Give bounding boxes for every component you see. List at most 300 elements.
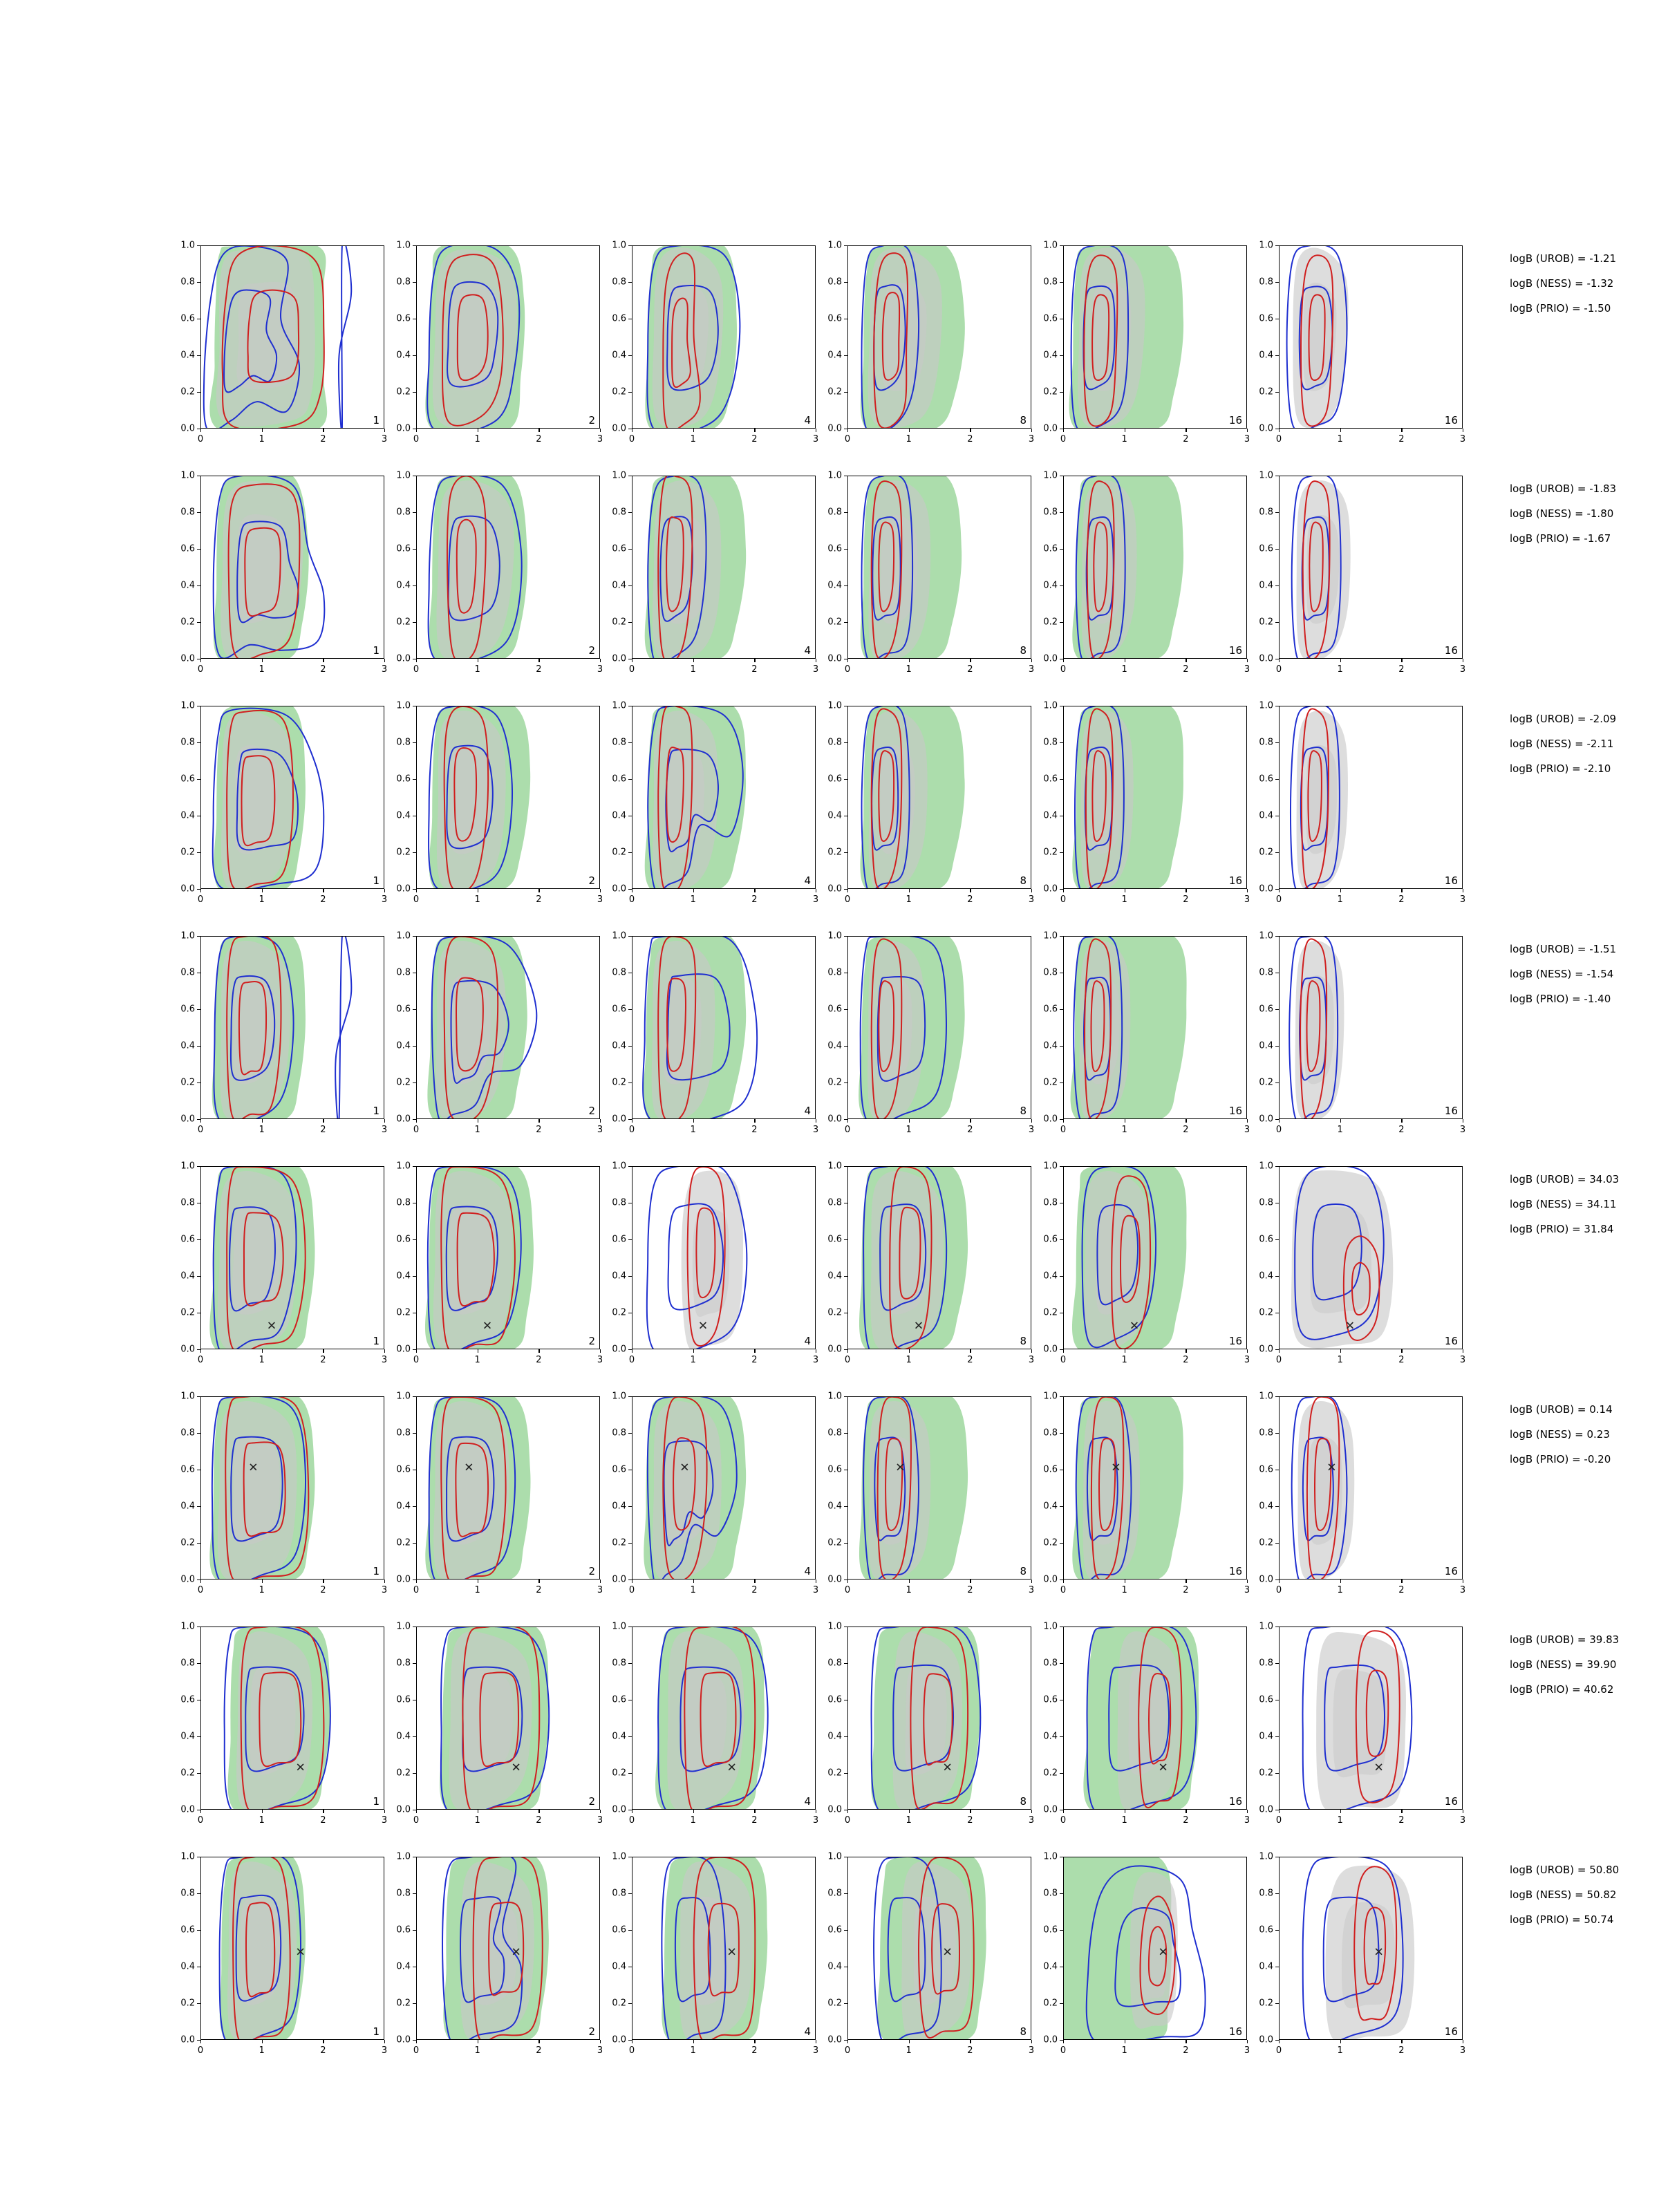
x-tick-label: 2 [967, 1815, 973, 1826]
y-tick-mark [197, 1349, 200, 1350]
x-tick-label: 0 [628, 2045, 635, 2056]
x-tick-label: 0 [197, 1585, 204, 1595]
x-tick-label: 3 [1028, 1355, 1035, 1365]
y-tick-mark [1275, 889, 1279, 890]
plot-axes[interactable] [1063, 1166, 1247, 1349]
panel-cell [396, 470, 603, 686]
x-tick-label: 1 [1121, 1815, 1127, 1826]
panel-cell [1259, 1161, 1466, 1377]
y-tick-label: 0.0 [1043, 1804, 1058, 1815]
plot-axes[interactable] [847, 476, 1031, 659]
panel-corner-label: 8 [1020, 1795, 1027, 1808]
y-tick-mark [197, 585, 200, 586]
plot-axes[interactable] [416, 476, 600, 659]
y-tick-mark [413, 355, 416, 356]
plot-axes[interactable] [1063, 1396, 1247, 1580]
y-tick-mark [1275, 392, 1279, 393]
x-tick-mark [1401, 1119, 1402, 1123]
x-tick-mark [416, 1580, 417, 1583]
panel-corner-label: 1 [373, 1105, 379, 1117]
y-tick-mark [1275, 1893, 1279, 1894]
x-tick-label: 3 [1028, 1585, 1035, 1595]
y-tick-mark [197, 1082, 200, 1083]
x-tick-mark [1279, 2040, 1280, 2043]
logb-annotation-line: logB (UROB) = -1.51 [1510, 943, 1617, 955]
plot-axes[interactable] [200, 1166, 384, 1349]
y-tick-label: 1.0 [1259, 240, 1273, 251]
truth-marker: ✕ [482, 1319, 493, 1333]
y-tick-mark [1060, 1396, 1063, 1397]
x-tick-label: 2 [967, 434, 973, 444]
y-tick-mark [844, 585, 847, 586]
y-tick-label: 0.2 [612, 1768, 626, 1779]
y-tick-mark [1275, 282, 1279, 283]
y-tick-mark [628, 1349, 632, 1350]
y-tick-mark [197, 1239, 200, 1240]
x-tick-mark [909, 1810, 910, 1813]
plot-axes[interactable] [200, 1396, 384, 1580]
x-tick-mark [970, 1119, 971, 1123]
x-tick-label: 3 [1028, 1815, 1035, 1826]
x-tick-label: 1 [259, 664, 265, 675]
panel-cell [180, 1851, 388, 2068]
plot-axes[interactable] [1063, 476, 1247, 659]
y-tick-mark [413, 1773, 416, 1774]
x-tick-label: 3 [1244, 434, 1250, 444]
y-tick-mark [197, 779, 200, 780]
x-tick-mark [847, 2040, 848, 2043]
panel-corner-label: 16 [1444, 1105, 1458, 1117]
plot-axes[interactable] [847, 1857, 1031, 2040]
x-tick-label: 0 [1060, 2045, 1067, 2056]
x-tick-label: 1 [1121, 664, 1127, 675]
y-tick-label: 0.8 [1259, 1658, 1273, 1669]
y-tick-mark [413, 1506, 416, 1507]
x-tick-label: 3 [1459, 434, 1466, 444]
x-tick-label: 0 [844, 1125, 851, 1135]
y-tick-mark [1275, 585, 1279, 586]
y-tick-label: 0.2 [396, 1768, 411, 1779]
y-tick-label: 1.0 [612, 1851, 626, 1862]
logb-annotation-line: logB (PRIO) = 40.62 [1510, 1683, 1614, 1696]
y-tick-mark [1275, 1349, 1279, 1350]
logb-annotation-line: logB (NESS) = -1.54 [1510, 968, 1614, 980]
y-tick-mark [844, 1276, 847, 1277]
y-tick-mark [1060, 1119, 1063, 1120]
panel-corner-label: 2 [588, 1335, 595, 1347]
y-tick-mark [844, 936, 847, 937]
truth-marker: ✕ [727, 1945, 737, 1960]
y-tick-label: 0.2 [827, 1537, 842, 1548]
x-tick-mark [1185, 889, 1186, 892]
y-tick-mark [844, 1349, 847, 1350]
y-tick-label: 1.0 [1043, 930, 1058, 941]
y-tick-label: 0.6 [396, 1004, 411, 1015]
truth-marker: ✕ [1374, 1761, 1384, 1775]
y-tick-mark [628, 1276, 632, 1277]
x-tick-label: 1 [906, 1815, 912, 1826]
plot-axes[interactable] [1279, 245, 1463, 429]
logb-annotation-group [1510, 484, 1616, 559]
truth-marker: ✕ [942, 1945, 953, 1960]
x-tick-mark [262, 1810, 263, 1813]
y-tick-mark [844, 1506, 847, 1507]
x-tick-label: 2 [1398, 1585, 1405, 1595]
panel-cell [827, 1161, 1035, 1377]
x-tick-label: 3 [1028, 894, 1035, 905]
logb-annotation-line: logB (PRIO) = -0.20 [1510, 1453, 1611, 1465]
x-tick-label: 0 [628, 1125, 635, 1135]
plot-axes[interactable] [1063, 706, 1247, 889]
y-tick-mark [1060, 585, 1063, 586]
y-tick-mark [413, 2003, 416, 2004]
x-tick-label: 0 [844, 664, 851, 675]
y-tick-label: 0.4 [1259, 1040, 1273, 1051]
y-tick-label: 0.2 [827, 1307, 842, 1318]
plot-axes[interactable] [847, 706, 1031, 889]
x-tick-mark [538, 1349, 539, 1353]
y-tick-label: 0.8 [612, 737, 626, 748]
panel-cell [396, 1161, 603, 1377]
y-tick-mark [413, 1543, 416, 1544]
y-tick-mark [844, 1119, 847, 1120]
panel-corner-label: 1 [373, 414, 379, 427]
y-tick-label: 0.8 [396, 1658, 411, 1669]
panel-cell [1043, 1621, 1250, 1837]
x-tick-label: 2 [536, 664, 542, 675]
y-tick-label: 1.0 [1259, 1161, 1273, 1172]
x-tick-label: 2 [320, 664, 326, 675]
y-tick-label: 0.6 [1043, 774, 1058, 785]
plot-axes[interactable] [1279, 476, 1463, 659]
y-tick-label: 0.8 [396, 276, 411, 288]
panel-corner-label: 4 [804, 2025, 811, 2038]
plot-axes[interactable] [1279, 706, 1463, 889]
y-tick-mark [1275, 2003, 1279, 2004]
y-tick-label: 1.0 [1043, 1391, 1058, 1402]
y-tick-label: 0.2 [1259, 386, 1273, 397]
x-tick-label: 2 [967, 1585, 973, 1595]
y-tick-mark [197, 1663, 200, 1664]
panel-cell [1043, 1851, 1250, 2068]
x-tick-label: 3 [381, 894, 388, 905]
x-tick-label: 2 [536, 1815, 542, 1826]
panel-corner-label: 8 [1020, 414, 1027, 427]
y-tick-mark [413, 585, 416, 586]
plot-axes[interactable] [416, 706, 600, 889]
truth-marker: ✕ [1327, 1461, 1337, 1475]
y-tick-label: 0.0 [827, 1804, 842, 1815]
x-tick-mark [262, 2040, 263, 2043]
x-tick-label: 2 [320, 1125, 326, 1135]
y-tick-label: 0.4 [1259, 1731, 1273, 1742]
panel-corner-label: 4 [804, 1105, 811, 1117]
x-tick-label: 2 [320, 434, 326, 444]
plot-axes[interactable] [416, 936, 600, 1119]
x-tick-label: 3 [1028, 2045, 1035, 2056]
y-tick-label: 0.0 [612, 1114, 626, 1125]
y-tick-label: 0.8 [1043, 1427, 1058, 1438]
logb-annotation-group [1510, 1405, 1613, 1479]
panel-cell [180, 930, 388, 1147]
logb-annotation-line: logB (UROB) = 50.80 [1510, 1864, 1620, 1876]
plot-axes[interactable] [200, 245, 384, 429]
y-tick-mark [197, 1433, 200, 1434]
y-tick-mark [1060, 852, 1063, 853]
x-tick-mark [200, 889, 201, 892]
x-tick-label: 1 [690, 894, 696, 905]
plot-axes[interactable] [1279, 1166, 1463, 1349]
x-tick-label: 3 [812, 1355, 819, 1365]
y-tick-label: 0.8 [827, 1427, 842, 1438]
y-tick-label: 0.0 [827, 1114, 842, 1125]
x-tick-mark [754, 2040, 755, 2043]
x-tick-label: 0 [1275, 434, 1282, 444]
y-tick-label: 0.6 [180, 313, 195, 324]
y-tick-mark [413, 282, 416, 283]
x-tick-label: 0 [1060, 1585, 1067, 1595]
truth-marker: ✕ [511, 1945, 521, 1960]
y-tick-mark [197, 1506, 200, 1507]
y-tick-mark [844, 742, 847, 743]
plot-axes[interactable] [1063, 936, 1247, 1119]
x-tick-mark [323, 2040, 324, 2043]
x-tick-mark [970, 2040, 971, 2043]
x-tick-mark [970, 1349, 971, 1353]
plot-axes[interactable] [847, 1396, 1031, 1580]
x-tick-label: 0 [197, 1125, 204, 1135]
x-tick-label: 0 [197, 664, 204, 675]
plot-axes[interactable] [847, 1627, 1031, 1810]
y-tick-label: 0.8 [396, 1197, 411, 1208]
x-tick-label: 0 [413, 434, 420, 444]
y-tick-label: 0.6 [827, 543, 842, 554]
plot-axes[interactable] [416, 245, 600, 429]
y-tick-label: 0.4 [396, 1271, 411, 1282]
logb-annotation-line: logB (UROB) = 39.83 [1510, 1633, 1620, 1646]
y-tick-label: 0.2 [1043, 1537, 1058, 1548]
plot-axes[interactable] [632, 1396, 816, 1580]
plot-axes[interactable] [632, 936, 816, 1119]
x-tick-label: 1 [1337, 1585, 1343, 1595]
y-tick-label: 0.2 [827, 1998, 842, 2009]
x-tick-mark [1340, 1349, 1341, 1353]
x-tick-label: 0 [1060, 894, 1067, 905]
x-tick-mark [200, 2040, 201, 2043]
y-tick-mark [1060, 1506, 1063, 1507]
plot-axes[interactable] [416, 1396, 600, 1580]
x-tick-label: 3 [1244, 664, 1250, 675]
y-tick-label: 0.8 [1043, 1658, 1058, 1669]
y-tick-mark [628, 1506, 632, 1507]
panel-corner-label: 4 [804, 414, 811, 427]
x-tick-label: 3 [1459, 1585, 1466, 1595]
plot-axes[interactable] [847, 936, 1031, 1119]
x-tick-label: 0 [628, 1815, 635, 1826]
y-tick-mark [1060, 355, 1063, 356]
y-tick-mark [628, 936, 632, 937]
x-tick-mark [416, 1810, 417, 1813]
x-tick-label: 0 [844, 1355, 851, 1365]
y-tick-label: 1.0 [612, 1161, 626, 1172]
panel-corner-label: 8 [1020, 1565, 1027, 1577]
y-tick-mark [1060, 1543, 1063, 1544]
plot-axes[interactable] [200, 1627, 384, 1810]
y-tick-label: 0.8 [827, 1888, 842, 1899]
x-tick-mark [1340, 889, 1341, 892]
y-tick-mark [628, 1082, 632, 1083]
y-tick-mark [628, 1893, 632, 1894]
plot-axes[interactable] [1279, 936, 1463, 1119]
y-tick-label: 1.0 [1043, 240, 1058, 251]
logb-annotation-group [1510, 254, 1616, 328]
y-tick-mark [413, 852, 416, 853]
x-tick-label: 3 [812, 1815, 819, 1826]
y-tick-label: 0.2 [180, 1077, 195, 1088]
x-tick-label: 1 [690, 664, 696, 675]
panel-corner-label: 8 [1020, 1105, 1027, 1117]
x-tick-label: 2 [1398, 434, 1405, 444]
y-tick-label: 0.2 [612, 617, 626, 628]
y-tick-label: 0.6 [612, 1464, 626, 1475]
x-tick-label: 1 [690, 1125, 696, 1135]
y-tick-label: 1.0 [396, 930, 411, 941]
plot-axes[interactable] [200, 1857, 384, 2040]
y-tick-mark [628, 245, 632, 246]
plot-axes[interactable] [632, 1627, 816, 1810]
y-tick-mark [1275, 1930, 1279, 1931]
plot-axes[interactable] [416, 1166, 600, 1349]
truth-marker: ✕ [1158, 1945, 1168, 1960]
y-tick-mark [844, 512, 847, 513]
y-tick-label: 0.2 [827, 1768, 842, 1779]
y-tick-label: 0.4 [827, 1731, 842, 1742]
x-tick-label: 0 [1060, 434, 1067, 444]
y-tick-mark [628, 889, 632, 890]
y-tick-mark [197, 936, 200, 937]
plot-axes[interactable] [847, 245, 1031, 429]
x-tick-label: 2 [751, 1125, 758, 1135]
y-tick-label: 0.6 [612, 1694, 626, 1705]
y-tick-label: 0.4 [396, 1501, 411, 1512]
y-tick-label: 0.8 [1259, 507, 1273, 518]
y-tick-mark [1275, 1433, 1279, 1434]
y-tick-label: 0.4 [396, 350, 411, 361]
y-tick-mark [1060, 282, 1063, 283]
plot-axes[interactable] [847, 1166, 1031, 1349]
panel-corner-label: 16 [1444, 874, 1458, 887]
y-tick-mark [628, 1046, 632, 1047]
y-tick-label: 0.8 [612, 967, 626, 978]
plot-axes[interactable] [1279, 1857, 1463, 2040]
y-tick-label: 0.6 [612, 1924, 626, 1936]
x-tick-mark [1279, 1810, 1280, 1813]
truth-marker: ✕ [295, 1945, 306, 1960]
y-tick-label: 0.8 [827, 276, 842, 288]
x-tick-label: 0 [197, 1815, 204, 1826]
y-tick-mark [1060, 779, 1063, 780]
plot-axes[interactable] [632, 1857, 816, 2040]
x-tick-label: 2 [320, 1585, 326, 1595]
x-tick-label: 2 [751, 894, 758, 905]
y-tick-label: 0.0 [612, 423, 626, 434]
panel-cell [1043, 1391, 1250, 1607]
plot-axes[interactable] [1279, 1396, 1463, 1580]
y-tick-mark [628, 355, 632, 356]
x-tick-label: 0 [197, 434, 204, 444]
plot-axes[interactable] [200, 706, 384, 889]
plot-axes[interactable] [1063, 1627, 1247, 1810]
y-tick-label: 0.4 [1259, 1961, 1273, 1972]
y-tick-label: 0.8 [827, 507, 842, 518]
y-tick-label: 0.4 [1259, 580, 1273, 591]
plot-axes[interactable] [1063, 1857, 1247, 2040]
x-tick-mark [970, 1580, 971, 1583]
x-tick-mark [847, 659, 848, 662]
x-tick-label: 1 [1337, 2045, 1343, 2056]
y-tick-label: 0.6 [180, 1234, 195, 1245]
y-tick-label: 0.4 [180, 1501, 195, 1512]
plot-axes[interactable] [632, 706, 816, 889]
y-tick-mark [1060, 936, 1063, 937]
plot-axes[interactable] [200, 476, 384, 659]
x-tick-mark [909, 1119, 910, 1123]
x-tick-label: 3 [812, 1125, 819, 1135]
plot-axes[interactable] [632, 1166, 816, 1349]
x-tick-mark [323, 1119, 324, 1123]
y-tick-label: 0.6 [1259, 774, 1273, 785]
x-tick-label: 0 [413, 664, 420, 675]
panel-corner-label: 8 [1020, 2025, 1027, 2038]
panel-cell [180, 1391, 388, 1607]
y-tick-label: 0.0 [1043, 2034, 1058, 2045]
plot-axes[interactable] [1063, 245, 1247, 429]
plot-axes[interactable] [416, 1857, 600, 2040]
plot-axes[interactable] [632, 476, 816, 659]
y-tick-mark [413, 549, 416, 550]
x-tick-label: 3 [381, 1355, 388, 1365]
y-tick-label: 0.0 [827, 883, 842, 894]
logb-annotation-group [1510, 944, 1616, 1019]
x-tick-label: 1 [1337, 434, 1343, 444]
x-tick-label: 1 [906, 434, 912, 444]
x-tick-label: 0 [1275, 1585, 1282, 1595]
y-tick-label: 0.6 [1259, 543, 1273, 554]
x-tick-label: 1 [259, 1125, 265, 1135]
y-tick-mark [1060, 1009, 1063, 1010]
y-tick-label: 0.2 [180, 386, 195, 397]
logb-annotation-line: logB (UROB) = 34.03 [1510, 1173, 1620, 1185]
y-tick-label: 0.0 [396, 883, 411, 894]
y-tick-label: 1.0 [827, 1391, 842, 1402]
panel-cell [612, 1621, 819, 1837]
plot-axes[interactable] [416, 1627, 600, 1810]
x-tick-mark [909, 1580, 910, 1583]
plot-axes[interactable] [200, 936, 384, 1119]
y-tick-mark [1275, 1119, 1279, 1120]
x-tick-mark [262, 1580, 263, 1583]
plot-axes[interactable] [1279, 1627, 1463, 1810]
y-tick-label: 1.0 [396, 700, 411, 711]
y-tick-mark [844, 1396, 847, 1397]
y-tick-label: 0.8 [396, 967, 411, 978]
y-tick-label: 0.0 [180, 1574, 195, 1585]
x-tick-mark [1185, 1810, 1186, 1813]
y-tick-mark [628, 2040, 632, 2041]
y-tick-mark [197, 742, 200, 743]
x-tick-label: 2 [751, 2045, 758, 2056]
plot-axes[interactable] [632, 245, 816, 429]
